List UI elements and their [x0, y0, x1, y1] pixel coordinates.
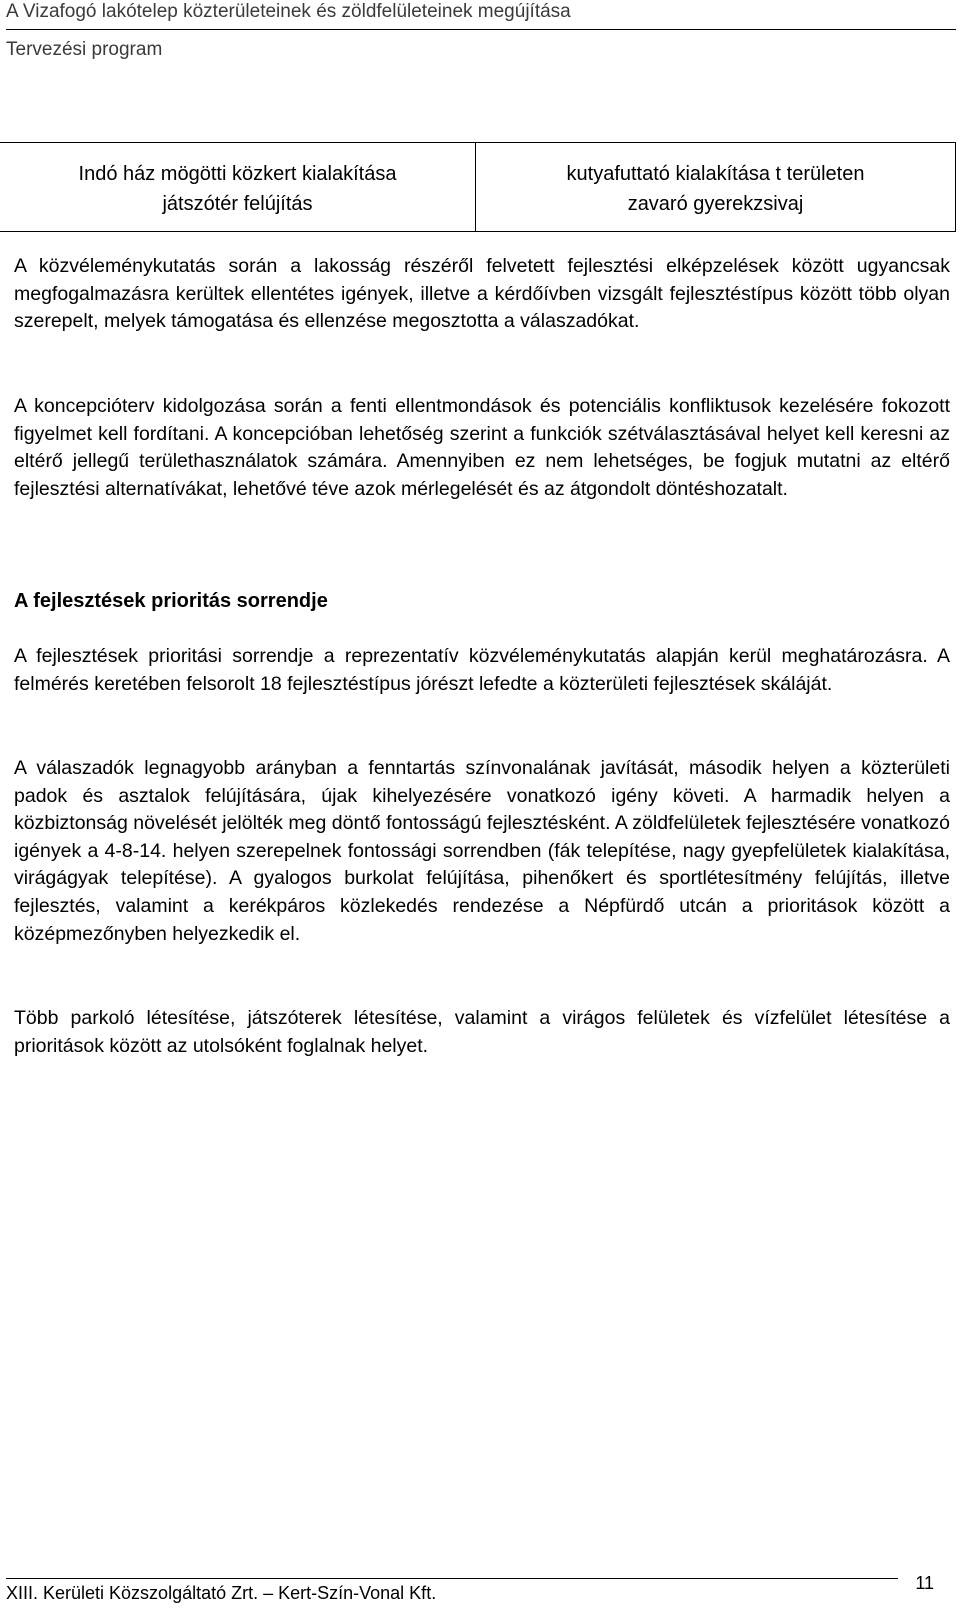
conflict-right-line-2: zavaró gyerekzsivaj	[627, 193, 804, 215]
footer-divider	[6, 1578, 898, 1579]
header-divider	[6, 29, 956, 30]
conflict-cell-right	[476, 143, 956, 231]
page-number: 11	[915, 1573, 934, 1593]
conflict-left-line-2: játszótér felújítás	[162, 193, 313, 215]
document-title: A Vizafogó lakótelep közterületeinek és zöldfelületeinek megújítása	[6, 1, 571, 22]
paragraph-last-priorities: Több parkoló létesítése, játszóterek létesítése, valamint a virágos felületek és vízfelület létesítése a prioritások között az utolsóként foglalnak helyet.	[14, 1007, 950, 1057]
section-heading-priorities: A fejlesztések prioritás sorrendje	[14, 590, 328, 612]
paragraph-concept-plan: A koncepcióterv kidolgozása során a fenti ellentmondások és potenciális konfliktusok kezelésére fokozott figyelmet kell fordítani. A koncepcióban lehetőség szerint a funkciók szétválasztásával helyet kell keresni az eltérő jellegű területhasználatok számára. Amennyiben ez nem lehetséges, be fogjuk mutatni az eltérő fejlesztési alternatívákat, lehetővé téve azok mérlegelését és az átgondolt döntéshozatalt.	[14, 395, 950, 500]
paragraph-respondents: A válaszadók legnagyobb arányban a fenntartás színvonalának javítását, második helyen a közterületi padok és asztalok felújítására, újak kihelyezésére vonatkozó igény követi. A harmadik helyen a közbiztonság növelését jelölték meg döntő fontosságú fejlesztésként. A zöldfelületek fejlesztésére vonatkozó igények a 4-8-14. helyen szerepelnek fontossági sorrendben (fák telepítése, nagy gyepfelületek kialakítása, virágágyak telepítése). A gyalogos burkolat felújítása, pihenőkert és sportlétesítmény felújítás, illetve fejlesztés, valamint a kerékpáros közlekedés rendezése a Népfürdő utcán a prioritások között a középmezőnyben helyezkedik el.	[14, 757, 950, 945]
document-subtitle: Tervezési program	[6, 39, 163, 60]
conflict-left-line-1: Indó ház mögötti közkert kialakítása	[78, 163, 397, 185]
conflict-cell-left	[0, 143, 476, 231]
conflict-table	[0, 142, 956, 232]
footer-company: XIII. Kerületi Közszolgáltató Zrt. – Kert-Szín-Vonal Kft.	[6, 1583, 437, 1603]
paragraph-priority-order: A fejlesztések prioritási sorrendje a reprezentatív közvéleménykutatás alapján kerül meghatározásra. A felmérés keretében felsorolt 18 fejlesztéstípus jórészt lefedte a közterületi fejlesztések skáláját.	[14, 645, 950, 695]
paragraph-survey-conflicts: A közvéleménykutatás során a lakosság részéről felvetett fejlesztési elképzelések között ugyancsak megfogalmazásra kerültek ellentétes igények, illetve a kérdőívben vizsgált fejlesztéstípus között több olyan szerepelt, melyek támogatása és ellenzése megosztotta a válaszadókat.	[14, 255, 950, 333]
conflict-right-line-1: kutyafuttató kialakítása t területen	[566, 163, 865, 185]
